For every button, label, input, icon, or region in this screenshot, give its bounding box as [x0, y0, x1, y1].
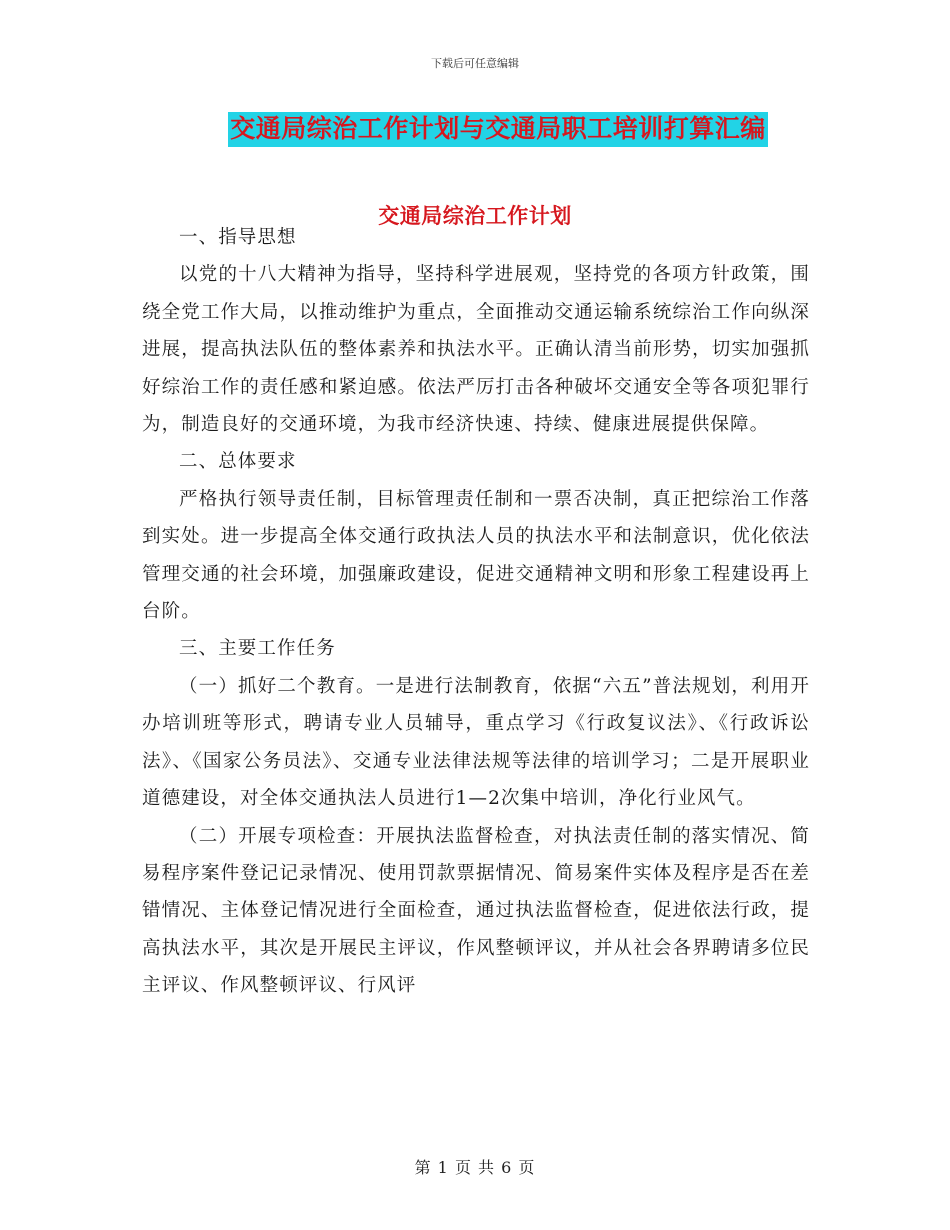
- paragraph-guiding-ideology: 以党的十八大精神为指导，坚持科学进展观，坚持党的各项方针政策，围绕全党工作大局，以推动维护为重点，全面推动交通运输系统综治工作向纵深进展，提高执法队伍的整体素养和执法水平。正确认清当前形势，切实加强抓好综治工作的责任感和紧迫感。依法严厉打击各种破坏交通安全等各项犯罪行为，制造良好的交通环境，为我市经济快速、持续、健康进展提供保障。: [142, 264, 810, 436]
- document-title-container: [0, 112, 950, 147]
- document-title: 交通局综治工作计划与交通局职工培训打算汇编: [228, 112, 768, 147]
- paragraph-task-one: （一）抓好二个教育。一是进行法制教育，依据“六五”普法规划，利用开办培训班等形式，聘请专业人员辅导，重点学习《行政复议法》、《行政诉讼法》、《国家公务员法》、交通专业法律法规等法律的培训学习；二是开展职业道德建设，对全体交通执法人员进行1—2次集中培训，净化行业风气。: [142, 675, 810, 810]
- heading-guiding-ideology: 一、指导思想: [179, 227, 297, 248]
- heading-main-tasks: 三、主要工作任务: [179, 638, 336, 660]
- heading-overall-requirements: 二、总体要求: [179, 451, 297, 473]
- header-note: 下载后可任意编辑: [431, 57, 519, 70]
- page-number: 第 1 页 共 6 页: [414, 1158, 536, 1177]
- paragraph-task-two: （二）开展专项检查：开展执法监督检查，对执法责任制的落实情况、简易程序案件登记记录情况、使用罚款票据情况、简易案件实体及程序是否在差错情况、主体登记情况进行全面检查，通过执法监督检查，促进依法行政，提高执法水平，其次是开展民主评议，作风整顿评议，并从社会各界聘请多位民主评议、作风整顿评议、行风评: [142, 825, 810, 997]
- document-body: [142, 219, 810, 1005]
- paragraph-overall-requirements: 严格执行领导责任制，目标管理责任制和一票否决制，真正把综治工作落到实处。进一步提高全体交通行政执法人员的执法水平和法制意识，优化依法管理交通的社会环境，加强廉政建设，促进交通精神文明和形象工程建设再上台阶。: [142, 488, 810, 623]
- section-title: 交通局综治工作计划: [378, 203, 572, 228]
